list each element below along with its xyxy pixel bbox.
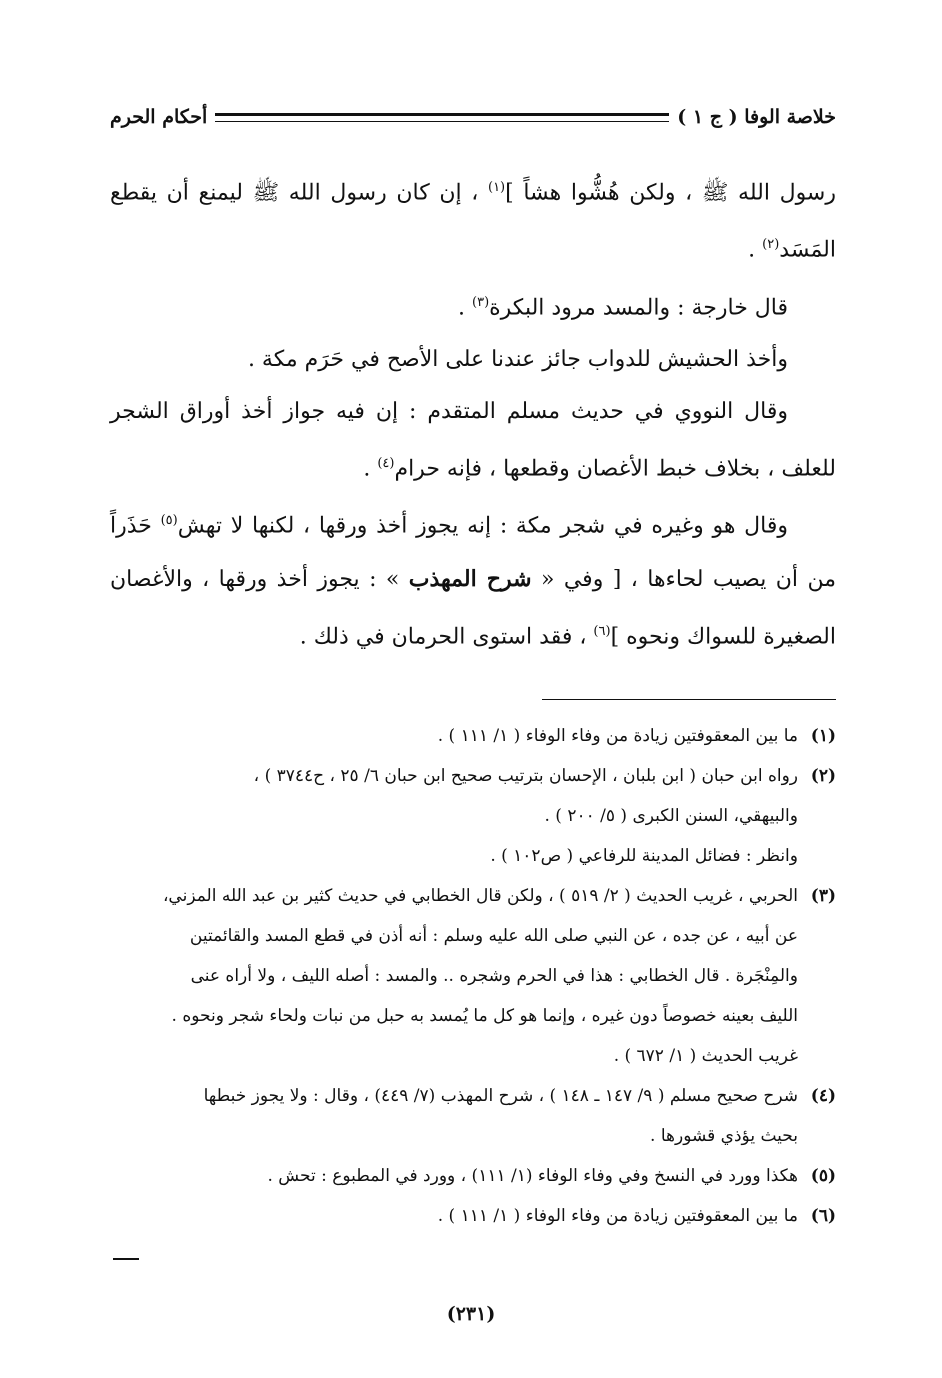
footnote-line: والبيهقي، السنن الكبرى ( ٥/ ٢٠٠ ) . bbox=[544, 806, 798, 826]
footnote-line: ما بين المعقوفتين زيادة من وفاء الوفاء ( ١/ ١١١ ) . bbox=[437, 1206, 798, 1226]
footnote-1 bbox=[110, 716, 836, 756]
paragraph-5: وقال هو وغيره في شجر مكة : إنه يجوز أخذ ورقها ، لكنها لا تهش$^{(٥)}$ حَذَراً من أن يصيب لحاءها ، [ وفي « شرح المهذب » : يجوز أخذ ورقها ، والأغصان الصغيرة للسواك ونحوه ]$^{(٦)}$ ، فقد استوى الحرمان في ذلك . bbox=[110, 513, 836, 649]
footnotes bbox=[110, 716, 836, 1236]
footnote-line: الليف بعينه خصوصاً دون غيره ، وإنما هو كل ما يُمسد به حبل من نبات ولحاء شجر ونحوه . bbox=[171, 1006, 798, 1026]
footnote-ref: (٢) bbox=[762, 237, 780, 253]
paragraph-3: وأخذ الحشيش للدواب جائز عندنا على الأصح في حَرَم مكة . bbox=[247, 346, 788, 372]
footnote-4 bbox=[110, 1076, 836, 1156]
footnote-separator bbox=[542, 699, 836, 700]
footnote-line: هكذا وورد في النسخ وفي وفاء الوفاء (١/ ١١١) ، وورد في المطبوع : تحش . bbox=[267, 1166, 798, 1186]
footnote-number: (٣) bbox=[810, 886, 836, 906]
chapter-title: أحكام الحرم bbox=[110, 106, 208, 128]
running-header bbox=[110, 100, 836, 134]
footnote-line: وانظر : فضائل المدينة للرفاعي ( ص١٠٢ ) . bbox=[490, 846, 798, 866]
footnote-line: بحيث يؤذي قشورها . bbox=[650, 1126, 798, 1146]
footnote-6 bbox=[110, 1196, 836, 1236]
footnote-ref: (٥) bbox=[160, 513, 178, 529]
footnote-number: (٤) bbox=[810, 1086, 836, 1106]
footnote-line: الحربي ، غريب الحديث ( ٢/ ٥١٩ ) ، ولكن قال الخطابي في حديث كثير بن عبد الله المزني، bbox=[162, 886, 798, 906]
paragraph-4: وقال النووي في حديث مسلم المتقدم : إن فيه جواز أخذ أوراق الشجر للعلف ، بخلاف خبط الأغصان وقطعها ، فإنه حرام$^{(٤)}$ . bbox=[110, 398, 836, 482]
book-name: شرح المهذب bbox=[408, 565, 532, 592]
footnote-5 bbox=[110, 1156, 836, 1196]
end-mark bbox=[113, 1258, 139, 1260]
main-text bbox=[110, 162, 836, 663]
footnote-number: (٦) bbox=[810, 1206, 836, 1226]
footnote-ref: (٦) bbox=[593, 623, 611, 639]
footnote-2 bbox=[110, 756, 836, 876]
footnote-line: رواه ابن حبان ( ابن بلبان ، الإحسان بترتيب صحيح ابن حبان ٦/ ٢٥ ، ح٣٧٤٤ ) ، bbox=[253, 766, 798, 786]
paragraph-2: قال خارجة : والمسد مرود البكرة$^{(٣)}$ . bbox=[458, 294, 788, 320]
footnote-number: (٥) bbox=[810, 1166, 836, 1186]
page-number: (٢٣١) bbox=[446, 1303, 496, 1325]
footnote-line: والمِنْجَرة . قال الخطابي : هذا في الحرم وشجره .. والمسد : أصله الليف ، ولا أراه عنى bbox=[190, 966, 798, 986]
footnote-line: عن أبيه ، عن جده ، عن النبي صلى الله عليه وسلم : أنه أذن في قطع المسد والقائمتين bbox=[189, 926, 798, 946]
footnote-ref: (١) bbox=[487, 180, 506, 195]
footnote-line: ما بين المعقوفتين زيادة من وفاء الوفاء ( ١/ ١١١ ) . bbox=[437, 726, 798, 746]
footnote-number: (١) bbox=[810, 726, 836, 746]
book-title: خلاصة الوفا ( ج ١ ) bbox=[677, 106, 836, 128]
header-rule bbox=[215, 113, 669, 122]
paragraph-1: رسول الله ﷺ ، ولكن هُشُّوا هشاً ]$^{(١)}$ ، إن كان رسول الله ﷺ ليمنع أن يقطع المَسَد$^{(٢)}$ . bbox=[110, 180, 836, 263]
footnote-3 bbox=[110, 876, 836, 1076]
footnote-ref: (٤) bbox=[377, 455, 395, 471]
footnote-line: شرح صحيح مسلم ( ٩/ ١٤٧ ـ ١٤٨ ) ، شرح المهذب (٧/ ٤٤٩) ، وقال : ولا يجوز خبطها bbox=[203, 1086, 798, 1106]
footnote-line: غريب الحديث ( ١/ ٦٧٢ ) . bbox=[613, 1046, 798, 1066]
footnote-number: (٢) bbox=[810, 766, 836, 786]
footnote-ref: (٣) bbox=[472, 294, 490, 310]
